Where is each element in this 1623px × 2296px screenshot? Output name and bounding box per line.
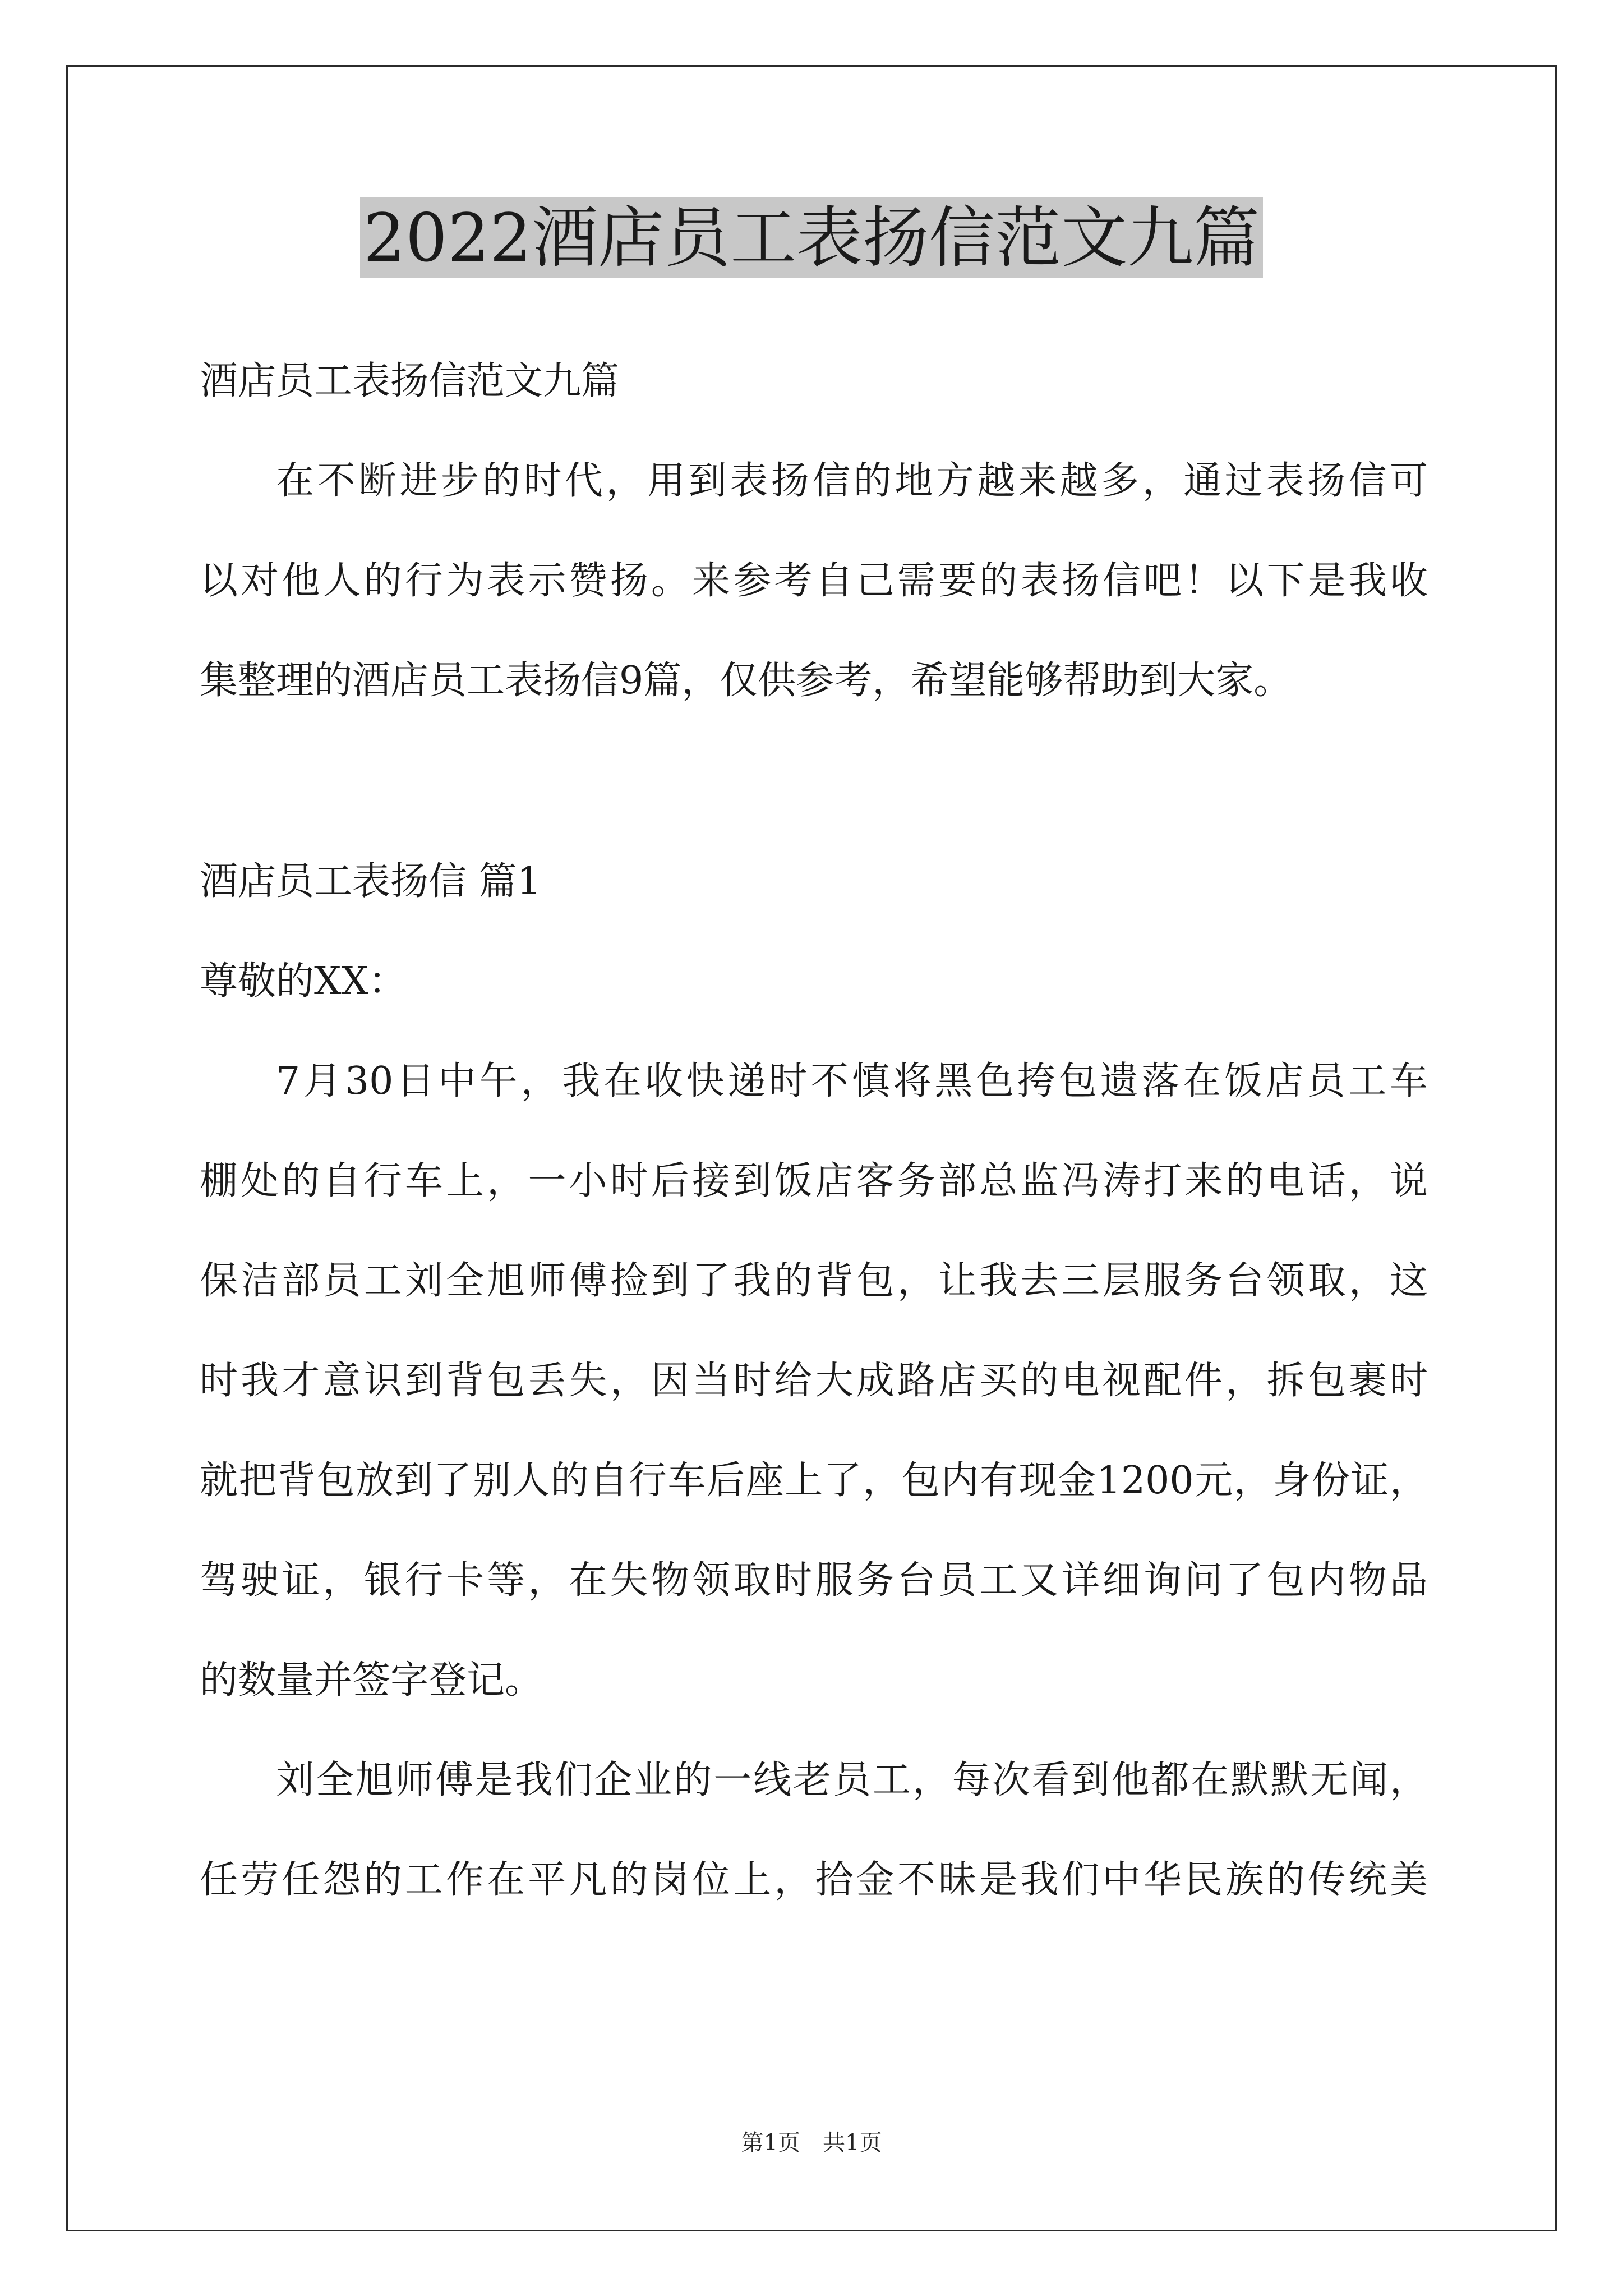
paragraph-line: 任劳任怨的工作在平凡的岗位上，拾金不昧是我们中华民族的传统美 — [200, 1858, 1428, 1902]
page-number: 第1页 — [741, 2130, 800, 2156]
paragraph-line: 棚处的自行车上，一小时后接到饭店客务部总监冯涛打来的电话，说 — [200, 1159, 1428, 1203]
paragraph-line: 时我才意识到背包丢失，因当时给大成路店买的电视配件，拆包裹时 — [200, 1359, 1428, 1403]
paragraph-1 — [200, 1056, 1428, 1706]
paragraph-line: 就把背包放到了别人的自行车后座上了，包内有现金1200元，身份证， — [200, 1458, 1428, 1503]
salutation: 尊敬的XX： — [200, 959, 407, 1004]
document-title: 2022酒店员工表扬信范文九篇 — [360, 197, 1263, 278]
page-footer — [0, 2129, 1623, 2157]
title-container — [0, 197, 1623, 278]
page-total: 共1页 — [823, 2130, 882, 2156]
intro-line: 在不断进步的时代，用到表扬信的地方越来越多，通过表扬信可 — [276, 459, 1428, 503]
paragraph-line: 保洁部员工刘全旭师傅捡到了我的背包，让我去三层服务台领取，这 — [200, 1259, 1428, 1303]
intro-line: 集整理的酒店员工表扬信9篇，仅供参考，希望能够帮助到大家。 — [200, 659, 1292, 703]
paragraph-line: 刘全旭师傅是我们企业的一线老员工，每次看到他都在默默无闻， — [276, 1758, 1428, 1802]
intro-line: 以对他人的行为表示赞扬。来参考自己需要的表扬信吧！以下是我收 — [200, 559, 1428, 603]
paragraph-line: 驾驶证，银行卡等，在失物领取时服务台员工又详细询问了包内物品 — [200, 1558, 1428, 1603]
paragraph-2 — [200, 1755, 1428, 1906]
intro-paragraph — [200, 456, 1428, 706]
document-body — [200, 328, 1428, 1906]
paragraph-line: 的数量并签字登记。 — [200, 1658, 543, 1703]
paragraph-line: 7月30日中午，我在收快递时不慎将黑色挎包遗落在饭店员工车 — [276, 1059, 1428, 1103]
section-heading: 酒店员工表扬信 篇1 — [200, 859, 541, 904]
subtitle: 酒店员工表扬信范文九篇 — [200, 359, 620, 403]
